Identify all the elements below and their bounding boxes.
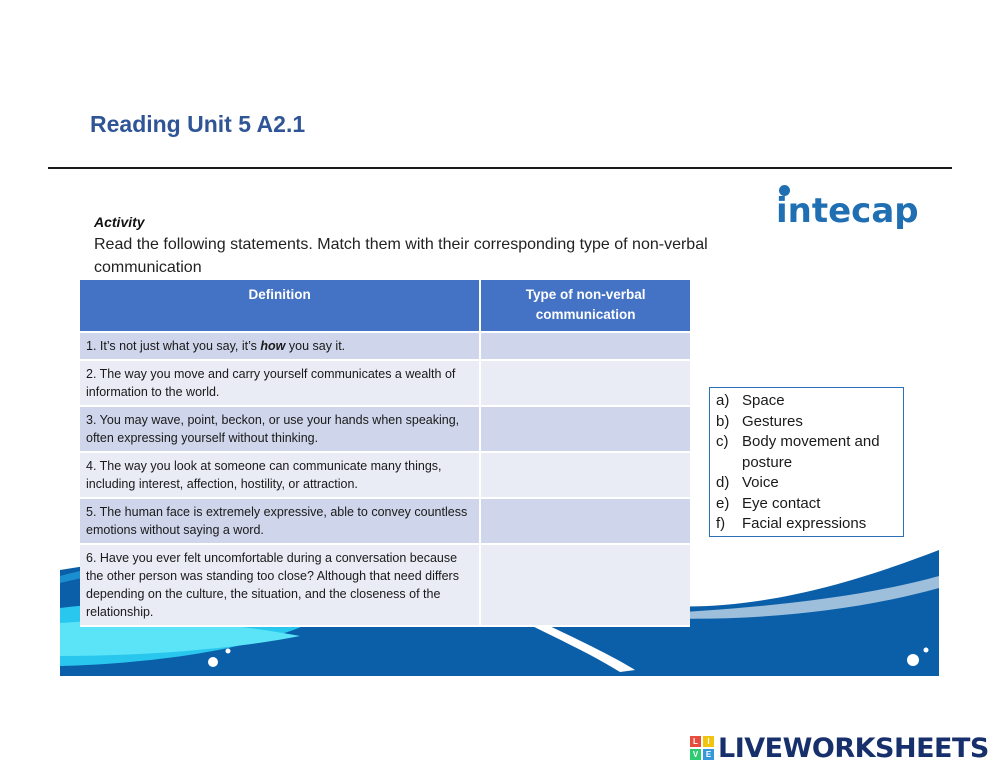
option-item	[716, 391, 897, 412]
option-letter: e)	[716, 494, 730, 512]
option-text: Facial expressions	[742, 515, 867, 532]
definition-cell: 1. It’s not just what you say, it’s how you say it.	[80, 332, 480, 360]
worksheet-slide	[60, 178, 939, 676]
options-list-box	[709, 387, 904, 537]
option-text: Voice	[742, 474, 779, 491]
answer-cell[interactable]	[480, 332, 690, 360]
definition-cell: 5. The human face is extremely expressive, able to convey countless emotions without saying a word.	[80, 498, 480, 544]
table-row	[80, 332, 690, 360]
option-letter: d)	[716, 474, 730, 491]
answer-cell[interactable]	[480, 498, 690, 544]
option-text: Gestures	[742, 412, 803, 430]
option-letter: a)	[716, 392, 730, 409]
option-text: Body movement and posture	[742, 433, 880, 471]
option-item	[716, 432, 897, 473]
logo-text: intecap	[776, 191, 919, 231]
table-row	[80, 544, 690, 626]
activity-instructions: Read the following statements. Match them with their corresponding type of non-verbal communication	[94, 236, 708, 276]
table-header-definition: Definition	[80, 280, 480, 332]
liveworksheets-logo-icon: L I V E	[690, 736, 714, 760]
page-title: Reading Unit 5 A2.1	[90, 111, 306, 137]
emphasis-word: how	[260, 339, 286, 353]
answer-cell[interactable]	[480, 452, 690, 498]
title-divider	[48, 167, 952, 169]
table-row	[80, 406, 690, 452]
option-text: Eye contact	[742, 494, 821, 512]
table-header-type: Type of non-verbal communication	[480, 280, 690, 332]
option-item	[716, 473, 897, 494]
definition-cell: 4. The way you look at someone can communicate many things, including interest, affection, hostility, or attraction.	[80, 452, 480, 498]
table-row	[80, 498, 690, 544]
liveworksheets-text: LIVEWORKSHEETS	[718, 732, 989, 764]
definition-cell: 6. Have you ever felt uncomfortable during a conversation because the other person was standing too close? Although that need differs depending on the culture, the situation, and the closeness of the relationship.	[80, 544, 480, 626]
definition-cell: 2. The way you move and carry yourself communicates a wealth of information to the world.	[80, 360, 480, 406]
intecap-logo	[776, 183, 919, 243]
activity-label: Activity	[94, 214, 145, 230]
liveworksheets-brand[interactable]	[690, 733, 989, 763]
answer-cell[interactable]	[480, 406, 690, 452]
table-row	[80, 452, 690, 498]
option-item	[716, 494, 897, 515]
answer-cell[interactable]	[480, 544, 690, 626]
option-letter: f)	[716, 515, 726, 532]
option-text: Space	[742, 392, 785, 409]
answer-cell[interactable]	[480, 360, 690, 406]
option-letter: b)	[716, 412, 730, 430]
option-item	[716, 412, 897, 433]
option-letter: c)	[716, 433, 729, 450]
option-item	[716, 514, 897, 535]
definition-cell: 3. You may wave, point, beckon, or use your hands when speaking, often expressing yourself without thinking.	[80, 406, 480, 452]
table-row	[80, 360, 690, 406]
definitions-table	[80, 280, 690, 627]
